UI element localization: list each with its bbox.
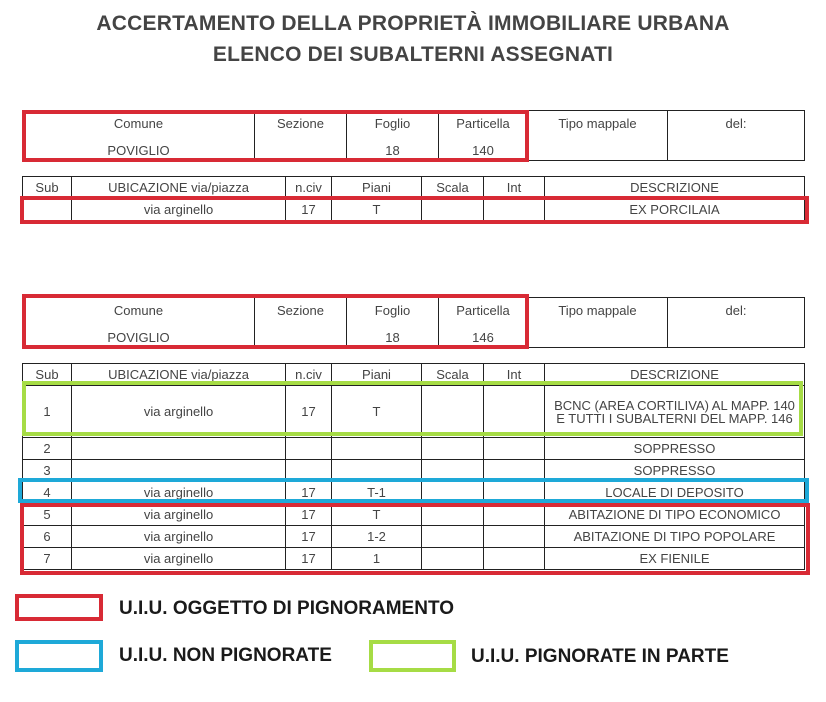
cell-via: via arginello [72,386,286,438]
cell-civ: 17 [286,386,332,438]
cell-scala [422,460,484,482]
sezione-cell [255,298,347,348]
cell-civ: 17 [286,199,332,221]
cell-civ: 17 [286,526,332,548]
col-int: Int [484,177,545,199]
cell-int [484,482,545,504]
table-row [23,548,805,570]
foglio-value: 18 [385,143,400,158]
cell-sub: 4 [23,482,72,504]
cell-sub [23,199,72,221]
foglio-cell [347,111,439,161]
cell-sub: 1 [23,386,72,438]
del-label: del: [725,303,747,318]
legend-red-swatch [15,594,103,621]
particella-value: 140 [472,143,494,158]
table-row [23,460,805,482]
col-scala: Scala [422,177,484,199]
cell-int [484,526,545,548]
sezione-cell [255,111,347,161]
cell-desc: ABITAZIONE DI TIPO POPOLARE [545,526,805,548]
cell-piani [332,460,422,482]
col-sub: Sub [23,177,72,199]
cell-civ: 17 [286,504,332,526]
cell-int [484,460,545,482]
col-nciv: n.civ [286,364,332,386]
sezione-label: Sezione [277,116,324,131]
cell-via: via arginello [72,199,286,221]
cell-desc: LOCALE DI DEPOSITO [545,482,805,504]
col-sub: Sub [23,364,72,386]
comune-cell [23,298,255,348]
col-int: Int [484,364,545,386]
cell-via [72,460,286,482]
table-row [23,199,805,221]
comune-value: POVIGLIO [107,330,170,345]
cell-desc: EX FIENILE [545,548,805,570]
legend-green-label: U.I.U. PIGNORATE IN PARTE [471,646,729,667]
tipo-mappale-cell [528,298,668,348]
cell-sub: 6 [23,526,72,548]
cell-int [484,504,545,526]
comune-label: Comune [113,116,164,131]
cell-scala [422,199,484,221]
cell-scala [422,548,484,570]
block2-header-table [22,297,805,348]
cell-civ: 17 [286,548,332,570]
cell-desc: BCNC (AREA CORTILIVA) AL MAPP. 140 E TUTTI I SUBALTERNI DEL MAPP. 146 [545,386,805,438]
col-ubicazione: UBICAZIONE via/piazza [72,177,286,199]
sezione-label: Sezione [277,303,324,318]
cell-piani: T [332,386,422,438]
cell-sub: 5 [23,504,72,526]
cell-via: via arginello [72,526,286,548]
cell-civ [286,438,332,460]
cell-piani: 1 [332,548,422,570]
comune-value: POVIGLIO [107,143,170,158]
particella-label: Particella [456,116,510,131]
cell-scala [422,438,484,460]
cell-scala [422,504,484,526]
cell-via: via arginello [72,504,286,526]
cell-piani: T [332,199,422,221]
cell-desc: EX PORCILAIA [545,199,805,221]
cell-sub: 2 [23,438,72,460]
legend-blue-swatch [15,640,103,672]
comune-label: Comune [113,303,164,318]
table-row [23,482,805,504]
block1-header-table [22,110,805,161]
del-label: del: [725,116,747,131]
block2-units-table [22,363,805,570]
col-descrizione: DESCRIZIONE [545,364,805,386]
particella-value: 146 [472,330,494,345]
legend-blue-label: U.I.U. NON PIGNORATE [119,645,332,666]
col-ubicazione: UBICAZIONE via/piazza [72,364,286,386]
table-row [23,438,805,460]
cell-civ [286,460,332,482]
foglio-cell [347,298,439,348]
block1-units-table [22,176,805,221]
document-title-line-2: ELENCO DEI SUBALTERNI ASSEGNATI [212,43,614,66]
particella-cell [439,298,528,348]
cell-int [484,199,545,221]
tipo-mappale-label: Tipo mappale [558,116,637,131]
col-descrizione: DESCRIZIONE [545,177,805,199]
col-piani: Piani [332,177,422,199]
cell-via: via arginello [72,482,286,504]
cell-piani: T [332,504,422,526]
cell-piani [332,438,422,460]
cell-scala [422,386,484,438]
column-header-row [23,364,805,386]
del-cell [668,298,805,348]
cell-int [484,438,545,460]
column-header-row [23,177,805,199]
cell-scala [422,526,484,548]
cell-desc: ABITAZIONE DI TIPO ECONOMICO [545,504,805,526]
particella-label: Particella [456,303,510,318]
cell-int [484,386,545,438]
legend-green-swatch [369,640,456,672]
cell-piani: 1-2 [332,526,422,548]
cell-via [72,438,286,460]
col-piani: Piani [332,364,422,386]
cell-piani: T-1 [332,482,422,504]
cell-scala [422,482,484,504]
col-scala: Scala [422,364,484,386]
legend-red-label: U.I.U. OGGETTO DI PIGNORAMENTO [119,598,454,619]
particella-cell [439,111,528,161]
tipo-mappale-cell [528,111,668,161]
comune-cell [23,111,255,161]
cell-via: via arginello [72,548,286,570]
table-row [23,504,805,526]
cell-civ: 17 [286,482,332,504]
cell-sub: 7 [23,548,72,570]
document-title-line-1: ACCERTAMENTO DELLA PROPRIETÀ IMMOBILIARE URBANA [96,12,730,35]
cell-desc: SOPPRESSO [545,438,805,460]
tipo-mappale-label: Tipo mappale [558,303,637,318]
cell-int [484,548,545,570]
del-cell [668,111,805,161]
foglio-label: Foglio [374,303,411,318]
table-row [23,526,805,548]
table-row [23,386,805,438]
col-nciv: n.civ [286,177,332,199]
cell-desc: SOPPRESSO [545,460,805,482]
cell-sub: 3 [23,460,72,482]
foglio-value: 18 [385,330,400,345]
foglio-label: Foglio [374,116,411,131]
